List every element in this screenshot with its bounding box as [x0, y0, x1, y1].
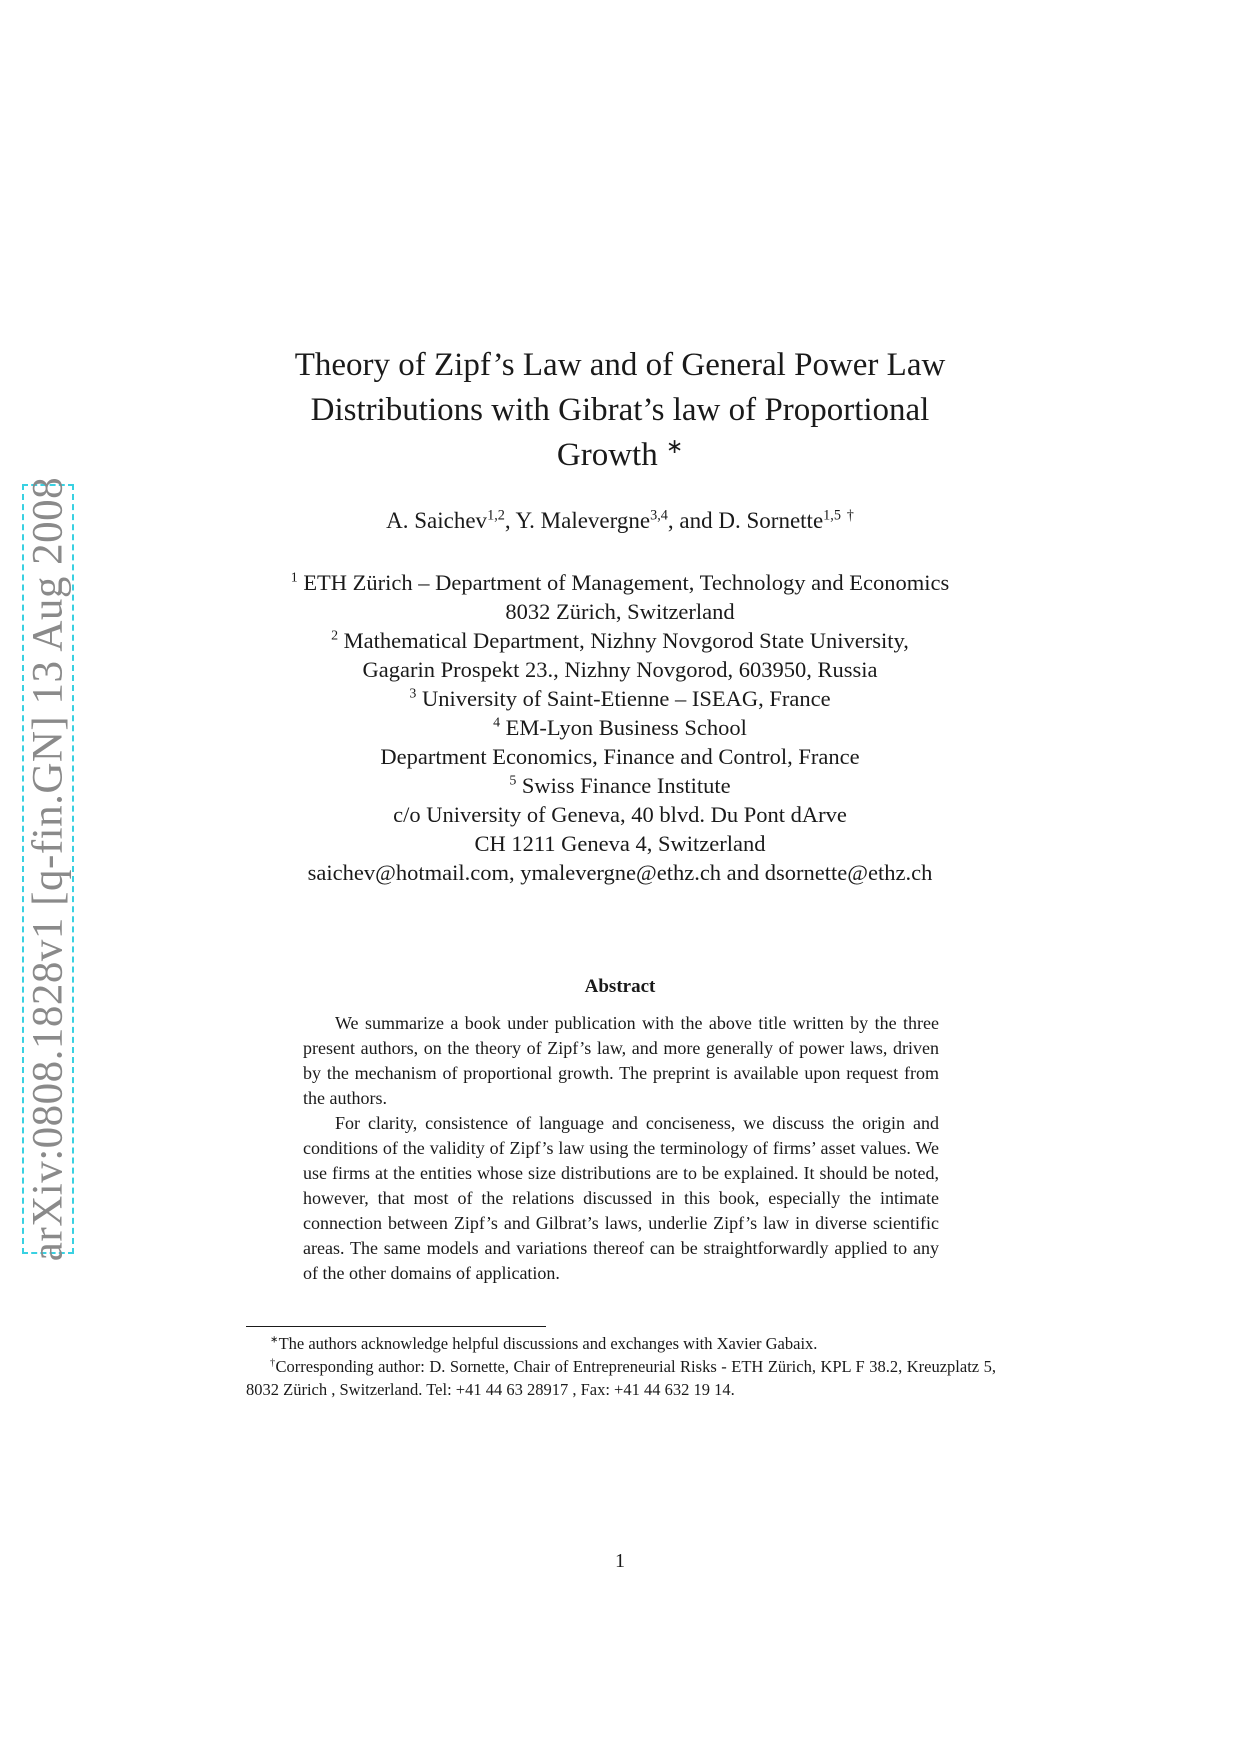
abstract-heading: Abstract	[584, 976, 656, 997]
affiliation-line	[150, 684, 1090, 713]
affiliation-line	[150, 655, 1090, 684]
title-line-2: Distributions with Gibrat’s law of Proportional	[310, 392, 930, 428]
footnote-text: Corresponding author: D. Sornette, Chair of Entrepreneurial Risks - ETH Zürich, KPL F 38.2, Kreuzplatz 5, 8032 Zürich , Switzerland. Tel: +41 44 63 28917 , Fax: +41 44 632 19 14.	[246, 1357, 996, 1399]
footnote	[246, 1355, 996, 1401]
page-number: 1	[615, 1550, 625, 1572]
corresponding-author-mark: †	[846, 507, 854, 524]
affiliation-mark: 3	[409, 686, 417, 702]
footnote-mark: ∗	[270, 1334, 279, 1346]
paper-title	[200, 343, 1040, 478]
author-emails	[150, 858, 1090, 887]
affiliation-text: saichev@hotmail.com, ymalevergne@ethz.ch and dsornette@ethz.ch	[307, 860, 933, 885]
author-separator: ,	[504, 508, 516, 533]
author-name: Y. Malevergne	[515, 508, 651, 533]
affiliation-line	[150, 829, 1090, 858]
arxiv-identifier-text: arXiv:0808.1828v1 [q-fin.GN] 13 Aug 2008	[24, 476, 72, 1262]
affiliation-line	[150, 800, 1090, 829]
affiliation-line	[150, 568, 1090, 597]
title-line-3-text: Growth	[556, 437, 658, 473]
title-footnote-mark: ∗	[665, 436, 684, 458]
author-affiliation-mark: 1,2	[487, 507, 505, 524]
footnote-mark: †	[270, 1357, 276, 1369]
arxiv-identifier-stamp	[22, 476, 74, 1262]
affiliation-text: Swiss Finance Institute	[521, 773, 731, 798]
author-affiliation-mark: 1,5	[823, 507, 841, 524]
affiliation-text: University of Saint-Etienne – ISEAG, France	[421, 686, 831, 711]
footnote-text: The authors acknowledge helpful discussions and exchanges with Xavier Gabaix.	[278, 1334, 818, 1353]
affiliation-mark: 5	[509, 773, 517, 789]
footnotes	[246, 1332, 996, 1401]
affiliations	[150, 568, 1090, 887]
affiliation-text: c/o University of Geneva, 40 blvd. Du Pont dArve	[393, 802, 847, 827]
author-list	[200, 508, 1040, 534]
affiliation-text: 8032 Zürich, Switzerland	[505, 599, 735, 624]
title-line-1: Theory of Zipf’s Law and of General Power Law	[294, 347, 946, 383]
affiliation-line	[150, 713, 1090, 742]
abstract-paragraph: For clarity, consistence of language and conciseness, we discuss the origin and conditions of the validity of Zipf’s law using the terminology of firms’ asset values. We use firms at the entities whose size distributions are to be explained. It should be noted, however, that most of the relations discussed in this book, especially the intimate connection between Zipf’s and Gilbrat’s laws, underlie Zipf’s law in diverse scientific areas. The same models and variations thereof can be straightforwardly applied to any of the other domains of application.	[303, 1113, 939, 1283]
affiliation-text: Gagarin Prospekt 23., Nizhny Novgorod, 603950, Russia	[362, 657, 878, 682]
affiliation-text: Department Economics, Finance and Control, France	[380, 744, 860, 769]
affiliation-line	[150, 742, 1090, 771]
affiliation-mark: 2	[331, 628, 339, 644]
affiliation-line	[150, 597, 1090, 626]
affiliation-line	[150, 626, 1090, 655]
abstract-paragraph: We summarize a book under publication with the above title written by the three present authors, on the theory of Zipf’s law, and more generally of power laws, driven by the mechanism of proportional growth. The preprint is available upon request from the authors.	[303, 1013, 939, 1108]
affiliation-text: ETH Zürich – Department of Management, Technology and Economics	[303, 570, 950, 595]
title-line-3	[200, 433, 1040, 478]
author-name: D. Sornette	[718, 508, 824, 533]
footnote-divider	[246, 1326, 546, 1327]
affiliation-mark: 1	[290, 570, 298, 586]
abstract-body	[303, 1011, 939, 1286]
author-name: A. Saichev	[386, 508, 488, 533]
affiliation-line	[150, 771, 1090, 800]
affiliation-text: EM-Lyon Business School	[505, 715, 747, 740]
footnote	[246, 1332, 996, 1355]
author-separator: , and	[667, 508, 719, 533]
affiliation-text: Mathematical Department, Nizhny Novgorod State University,	[343, 628, 909, 653]
affiliation-text: CH 1211 Geneva 4, Switzerland	[474, 831, 766, 856]
affiliation-mark: 4	[493, 715, 501, 731]
author-affiliation-mark: 3,4	[650, 507, 668, 524]
